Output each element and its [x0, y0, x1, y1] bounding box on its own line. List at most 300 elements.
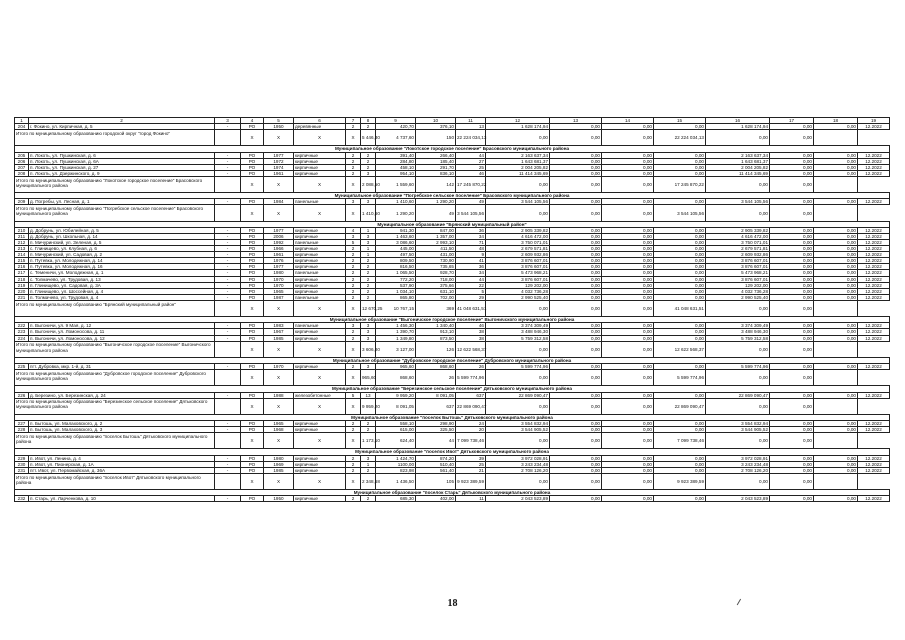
table-cell: 12.2022 — [858, 455, 890, 461]
table-cell: РО — [241, 152, 264, 158]
table-cell: 637 — [456, 392, 486, 398]
table-cell: - — [215, 164, 241, 170]
table-cell: 4 616 472,00 — [706, 233, 770, 239]
table-cell: РО — [241, 461, 264, 467]
table-cell: 809,50 — [376, 258, 416, 264]
subtotal-cell — [215, 205, 241, 221]
subtotal-cell: X — [241, 370, 264, 386]
table-cell: 0,00 — [654, 282, 706, 288]
table-cell: панельные — [294, 240, 346, 246]
table-cell: 3 544 905,52 — [486, 427, 550, 433]
table-cell: 0,00 — [814, 329, 858, 335]
table-cell: 3 — [361, 455, 376, 461]
subtotal-cell: X — [346, 300, 361, 316]
subtotal-cell: X — [294, 130, 346, 146]
table-cell: 225 — [15, 364, 29, 370]
table-cell: 3 554 832,94 — [486, 420, 550, 426]
table-cell: 12.2022 — [858, 199, 890, 205]
table-cell: панельные — [294, 199, 346, 205]
table-cell: д. Погребы, ул. Лесная, д. 1 — [29, 199, 215, 205]
subtotal-cell: 0,00 — [602, 176, 654, 192]
table-cell: 12.2022 — [858, 233, 890, 239]
table-cell: 0,00 — [602, 124, 654, 130]
table-cell: 12.2022 — [858, 276, 890, 282]
table-cell: 5 759 312,58 — [486, 335, 550, 341]
table-cell: 214 — [15, 252, 29, 258]
subtotal-cell: 0,00 — [550, 176, 602, 192]
table-cell: 0,00 — [814, 276, 858, 282]
subtotal-cell: X — [264, 300, 294, 316]
table-cell: 0,00 — [654, 276, 706, 282]
table-cell: 928,70 — [416, 270, 456, 276]
column-number: 9 — [376, 118, 416, 124]
table-cell: 2 679 571,81 — [486, 246, 550, 252]
table-cell: 1100,00 — [376, 461, 416, 467]
subtotal-cell: X — [346, 176, 361, 192]
table-cell: 1 643 681,37 — [706, 158, 770, 164]
subtotal-cell: X — [346, 205, 361, 221]
subtotal-cell: 0,00 — [486, 370, 550, 386]
table-cell: кирпичные — [294, 227, 346, 233]
table-cell: РО — [241, 170, 264, 176]
table-cell: РО — [241, 240, 264, 246]
table-cell: п. Мичуринский, ул. Зеленая, д. 5 — [29, 240, 215, 246]
subtotal-cell: 1 436,50 — [376, 473, 416, 489]
table-cell: 206 — [15, 158, 29, 164]
table-cell: 1985 — [264, 467, 294, 473]
subtotal-cell — [814, 176, 858, 192]
table-cell: 0,00 — [550, 158, 602, 164]
table-cell: 2 — [346, 252, 361, 258]
column-number: 1 — [15, 118, 29, 124]
subtotal-row — [15, 205, 890, 221]
subtotal-cell — [215, 176, 241, 192]
subtotal-cell: 150 — [416, 130, 456, 146]
table-cell: 5 — [346, 240, 361, 246]
subtotal-cell — [215, 473, 241, 489]
subtotal-label: Итого по муниципальному образованию "Брянский муниципальный район" — [15, 300, 215, 316]
subtotal-cell: X — [264, 398, 294, 414]
table-cell: 0,00 — [770, 233, 814, 239]
table-cell: 411,50 — [416, 246, 456, 252]
table-cell: 49 — [456, 199, 486, 205]
table-cell: 3 — [346, 233, 361, 239]
table-cell: 0,00 — [654, 420, 706, 426]
table-cell: 9 — [456, 252, 486, 258]
table-cell: 1970 — [264, 282, 294, 288]
table-cell: 1 — [361, 461, 376, 467]
table-cell: 0,00 — [602, 288, 654, 294]
subtotal-cell: 1 173,10 — [361, 433, 376, 449]
table-cell: 41 — [456, 258, 486, 264]
table-cell: 217 — [15, 270, 29, 276]
table-cell: 2 — [346, 427, 361, 433]
table-cell: 0,00 — [654, 392, 706, 398]
table-cell: 0,00 — [602, 170, 654, 176]
table-cell: 1 410,60 — [376, 199, 416, 205]
table-cell: 3 243 234,48 — [486, 461, 550, 467]
subtotal-cell: 637 — [416, 398, 456, 414]
table-cell: 3 — [346, 199, 361, 205]
table-cell: 0,00 — [550, 199, 602, 205]
table-cell: 226 — [15, 392, 29, 398]
subtotal-cell — [814, 370, 858, 386]
table-cell: 4 032 736,28 — [706, 288, 770, 294]
subtotal-cell: 0,00 — [706, 398, 770, 414]
table-cell: пгт. Дубровка, мкр. 1-й, д. 31 — [29, 364, 215, 370]
subtotal-cell: X — [264, 205, 294, 221]
table-cell: 0,00 — [770, 282, 814, 288]
table-cell: 3 — [361, 240, 376, 246]
table-cell: 223 — [15, 329, 29, 335]
table-cell: 1950 — [264, 124, 294, 130]
table-cell: 2 — [361, 427, 376, 433]
table-cell: РО — [241, 294, 264, 300]
table-cell: 0,00 — [770, 288, 814, 294]
table-cell: 2 — [361, 258, 376, 264]
table-cell: 12.2022 — [858, 258, 890, 264]
table-cell: 3 876 607,01 — [486, 264, 550, 270]
table-cell: кирпичные — [294, 461, 346, 467]
table-cell: п. Путевка, ул. Молодежная, д. 16 — [29, 264, 215, 270]
table-cell: 5 — [456, 288, 486, 294]
table-cell: 0,00 — [602, 152, 654, 158]
table-cell: 0,00 — [602, 420, 654, 426]
table-cell: - — [215, 158, 241, 164]
table-cell: - — [215, 364, 241, 370]
table-cell: 3 488 946,30 — [706, 329, 770, 335]
table-cell: 1 065,50 — [376, 270, 416, 276]
table-cell: 22 869 090,47 — [706, 392, 770, 398]
table-cell: 0,00 — [550, 270, 602, 276]
table-cell: - — [215, 124, 241, 130]
table-cell: 8 091,05 — [416, 392, 456, 398]
subtotal-cell: 17 245 870,22 — [654, 176, 706, 192]
table-cell: 0,00 — [814, 258, 858, 264]
table-cell: 458,10 — [376, 164, 416, 170]
table-cell: - — [215, 329, 241, 335]
table-cell: 220 — [15, 288, 29, 294]
table-cell: 1 628 174,94 — [486, 124, 550, 130]
table-cell: п. Локоть, ул. Пушкинская, д. 6А — [29, 158, 215, 164]
table-cell: 2 708 126,20 — [486, 467, 550, 473]
subtotal-cell: X — [241, 341, 264, 357]
table-cell: 228 — [15, 427, 29, 433]
table-cell: 558,10 — [376, 420, 416, 426]
subtotal-cell: 0,00 — [550, 341, 602, 357]
table-cell: кирпичные — [294, 288, 346, 294]
subtotal-cell: 0,00 — [770, 176, 814, 192]
table-cell: 0,00 — [814, 199, 858, 205]
section-title: Муниципальное образование "Дубровское городское поселение" Дубровского муниципального района — [15, 357, 890, 363]
table-cell: 0,00 — [654, 233, 706, 239]
table-cell: 2 — [361, 294, 376, 300]
subtotal-cell: 12 622 568,37 — [654, 341, 706, 357]
table-cell: 0,00 — [602, 276, 654, 282]
table-cell: 0,00 — [814, 158, 858, 164]
table-cell: 2 990 525,40 — [706, 294, 770, 300]
table-cell: РО — [241, 323, 264, 329]
table-cell: 24 — [456, 420, 486, 426]
table-cell: 0,00 — [602, 246, 654, 252]
table-cell: 2 — [361, 264, 376, 270]
subtotal-cell: 0,00 — [486, 398, 550, 414]
subtotal-cell: 3 606,80 — [361, 341, 376, 357]
table-cell: 36 — [456, 227, 486, 233]
table-cell: 1970 — [264, 276, 294, 282]
table-cell: 38 — [456, 329, 486, 335]
table-cell: 3 544 905,52 — [706, 427, 770, 433]
subtotal-cell: X — [294, 300, 346, 316]
subtotal-cell: X — [294, 205, 346, 221]
table-cell: 5 599 774,96 — [486, 364, 550, 370]
subtotal-cell: 0,00 — [602, 130, 654, 146]
table-cell: 26 — [456, 364, 486, 370]
table-cell: 1974 — [264, 164, 294, 170]
subtotal-cell: 5 446,30 — [361, 130, 376, 146]
table-cell: 0,00 — [654, 323, 706, 329]
table-cell: 205 — [15, 152, 29, 158]
subtotal-cell: 0,00 — [602, 473, 654, 489]
subtotal-cell: 0,00 — [706, 433, 770, 449]
subtotal-cell: 22 224 034,13 — [456, 130, 486, 146]
table-cell: 3 — [361, 335, 376, 341]
subtotal-cell — [814, 398, 858, 414]
table-cell: кирпичные — [294, 364, 346, 370]
table-cell: кирпичные — [294, 455, 346, 461]
table-cell: п. Выгоничи, ул. Ломоносова, д. 12 — [29, 335, 215, 341]
table-cell: 0,00 — [602, 323, 654, 329]
column-number: 16 — [706, 118, 770, 124]
table-cell: 0,00 — [654, 427, 706, 433]
table-cell: 2 — [346, 467, 361, 473]
subtotal-cell: 0,00 — [602, 370, 654, 386]
table-cell: - — [215, 264, 241, 270]
table-cell: 0,00 — [550, 264, 602, 270]
table-cell: 0,00 — [770, 329, 814, 335]
table-cell: РО — [241, 252, 264, 258]
table-cell: 0,00 — [814, 246, 858, 252]
table-cell: 0,00 — [814, 323, 858, 329]
subtotal-cell: 12 670,25 — [361, 300, 376, 316]
table-cell: 284,80 — [376, 158, 416, 164]
table-cell: РО — [241, 455, 264, 461]
table-cell: 1950 — [264, 496, 294, 502]
table-cell: РО — [241, 467, 264, 473]
table-cell: 0,00 — [602, 335, 654, 341]
table-cell: 2 163 637,34 — [706, 152, 770, 158]
subtotal-cell: 0,00 — [550, 473, 602, 489]
table-cell: 0,00 — [654, 227, 706, 233]
table-cell: 129 202,00 — [486, 282, 550, 288]
table-cell: 0,00 — [550, 164, 602, 170]
subtotal-cell — [814, 300, 858, 316]
table-cell: 5 — [346, 392, 361, 398]
subtotal-label: Итого по муниципальному образованию "поселок Бытошь" Дятьковского муниципального района — [15, 433, 215, 449]
subtotal-cell: 0,00 — [550, 205, 602, 221]
subtotal-cell: 624,40 — [376, 433, 416, 449]
column-number: 10 — [416, 118, 456, 124]
table-cell: 2 609 932,86 — [486, 252, 550, 258]
subtotal-cell: 41 048 631,51 — [654, 300, 706, 316]
table-cell: 0,00 — [550, 152, 602, 158]
subtotal-label: Итого по муниципальному образованию "Выгоничское городское поселение" Выгоничского муниципального района — [15, 341, 215, 357]
table-cell: 1 424,70 — [376, 455, 416, 461]
table-cell: 0,00 — [550, 252, 602, 258]
table-cell: пгт. Ивот, ул. Первомайская, д. 36А — [29, 467, 215, 473]
section-title: Муниципальное образование "Березинское сельское поселение" Дятьковского муниципального района — [15, 386, 890, 392]
subtotal-row — [15, 130, 890, 146]
table-cell: РО — [241, 329, 264, 335]
table-cell: 0,00 — [654, 258, 706, 264]
table-cell: г. Фокино, ул. Кирпичная, д. 5 — [29, 124, 215, 130]
table-cell: кирпичные — [294, 335, 346, 341]
subtotal-cell: X — [241, 300, 264, 316]
table-cell: 0,00 — [814, 467, 858, 473]
table-cell: кирпичные — [294, 152, 346, 158]
column-number: 6 — [294, 118, 346, 124]
subtotal-cell: 0,00 — [706, 205, 770, 221]
table-cell: 0,00 — [550, 335, 602, 341]
table-cell: 615,00 — [376, 427, 416, 433]
table-cell: 0,00 — [814, 164, 858, 170]
subtotal-cell: 0,00 — [486, 176, 550, 192]
table-cell: 0,00 — [602, 164, 654, 170]
table-cell: 0,00 — [814, 364, 858, 370]
table-cell: 0,00 — [602, 199, 654, 205]
table-cell: 266,40 — [416, 152, 456, 158]
table-cell: 12.2022 — [858, 227, 890, 233]
table-cell: 1977 — [264, 264, 294, 270]
table-cell: 5 599 774,96 — [706, 364, 770, 370]
table-cell: 12.2022 — [858, 240, 890, 246]
table-cell: 2 — [346, 276, 361, 282]
table-cell: 2 — [361, 467, 376, 473]
table-cell: 12.2022 — [858, 158, 890, 164]
table-cell: 0,00 — [550, 276, 602, 282]
table-cell: п. Локоть, ул. Пушкинская, д. 27 — [29, 164, 215, 170]
table-cell: 227 — [15, 420, 29, 426]
subtotal-label: Итого по муниципальному образованию "Березинское сельское поселение" Дятьковского муниципального района — [15, 398, 215, 414]
table-cell: 1966 — [264, 246, 294, 252]
table-cell: 210 — [15, 227, 29, 233]
table-cell: - — [215, 276, 241, 282]
table-cell: 2 043 523,89 — [486, 496, 550, 502]
table-cell: кирпичные — [294, 258, 346, 264]
table-cell: 5 759 312,58 — [706, 335, 770, 341]
table-cell: 1968 — [264, 427, 294, 433]
subtotal-cell: 8 091,05 — [376, 398, 416, 414]
table-cell: 4 032 736,28 — [486, 288, 550, 294]
table-cell: 2 — [346, 364, 361, 370]
table-cell: 12.2022 — [858, 164, 890, 170]
table-cell: 0,00 — [550, 427, 602, 433]
subtotal-row — [15, 176, 890, 192]
table-cell: 12.2022 — [858, 467, 890, 473]
subtotal-cell: 868,60 — [376, 370, 416, 386]
table-cell: РО — [241, 158, 264, 164]
table-cell: - — [215, 270, 241, 276]
subtotal-cell: 0,00 — [770, 473, 814, 489]
table-cell: 3 972 028,91 — [486, 455, 550, 461]
subtotal-cell: 0,00 — [706, 370, 770, 386]
table-cell: 0,00 — [814, 461, 858, 467]
table-cell: 215 — [15, 258, 29, 264]
table-cell: 0,00 — [770, 276, 814, 282]
table-cell: 1 290,20 — [416, 199, 456, 205]
table-cell: 0,00 — [602, 427, 654, 433]
table-cell: 0,00 — [602, 264, 654, 270]
subtotal-cell: 105 — [416, 473, 456, 489]
table-cell: 1 456,30 — [376, 323, 416, 329]
subtotal-cell: 22 869 090,47 — [456, 398, 486, 414]
table-cell: 2 004 205,82 — [486, 164, 550, 170]
subtotal-label: Итого по муниципальному образованию "поселок Ивот" Дятьковского муниципального района — [15, 473, 215, 489]
table-cell: 1970 — [264, 364, 294, 370]
table-cell: д. Добрунь, ул. Юбилейная, д. 5 — [29, 227, 215, 233]
subtotal-cell: X — [264, 176, 294, 192]
subtotal-row — [15, 433, 890, 449]
column-number: 5 — [264, 118, 294, 124]
table-cell: д. Березино, ул. Березинская, д. 24 — [29, 392, 215, 398]
table-cell: 2 — [346, 282, 361, 288]
table-cell: 0,00 — [770, 335, 814, 341]
table-cell: кирпичные — [294, 496, 346, 502]
table-cell: 3 374 309,49 — [486, 323, 550, 329]
table-cell: - — [215, 455, 241, 461]
table-cell: - — [215, 246, 241, 252]
table-cell: 22 — [456, 282, 486, 288]
table-cell: 12.2022 — [858, 323, 890, 329]
subtotal-cell: X — [264, 433, 294, 449]
register-sheet — [14, 117, 889, 502]
table-cell: РО — [241, 227, 264, 233]
table-cell: п. Бытошь, ул. Малаховского, д. 3 — [29, 427, 215, 433]
table-cell: 129 202,00 — [706, 282, 770, 288]
table-cell: РО — [241, 258, 264, 264]
subtotal-cell: X — [241, 433, 264, 449]
table-cell: 391,40 — [376, 152, 416, 158]
table-cell: 27 — [456, 158, 486, 164]
table-cell: 216 — [15, 264, 29, 270]
table-cell: 1965 — [264, 288, 294, 294]
subtotal-cell: X — [264, 130, 294, 146]
table-cell: 12.2022 — [858, 420, 890, 426]
subtotal-cell: 1 559,60 — [376, 176, 416, 192]
table-cell: 39 — [456, 455, 486, 461]
subtotal-cell: 0,00 — [550, 433, 602, 449]
table-cell: 0,00 — [814, 240, 858, 246]
table-cell: 2 — [346, 329, 361, 335]
table-cell: 3 374 309,49 — [706, 323, 770, 329]
subtotal-cell: 3 127,00 — [376, 341, 416, 357]
table-cell: 941,30 — [376, 227, 416, 233]
subtotal-cell: 142 — [416, 176, 456, 192]
subtotal-cell: 0,00 — [486, 341, 550, 357]
table-cell: 11 — [456, 496, 486, 502]
table-cell: 0,00 — [770, 461, 814, 467]
table-cell: 0,00 — [550, 467, 602, 473]
table-cell: 2 — [346, 335, 361, 341]
table-cell: 0,00 — [550, 329, 602, 335]
table-cell: 0,00 — [602, 240, 654, 246]
table-cell: 0,00 — [602, 270, 654, 276]
table-cell: железобетонные — [294, 392, 346, 398]
table-cell: 48 — [456, 246, 486, 252]
table-cell: 34 — [456, 233, 486, 239]
subtotal-cell: 4 737,60 — [376, 130, 416, 146]
subtotal-cell: 22 869 090,47 — [654, 398, 706, 414]
